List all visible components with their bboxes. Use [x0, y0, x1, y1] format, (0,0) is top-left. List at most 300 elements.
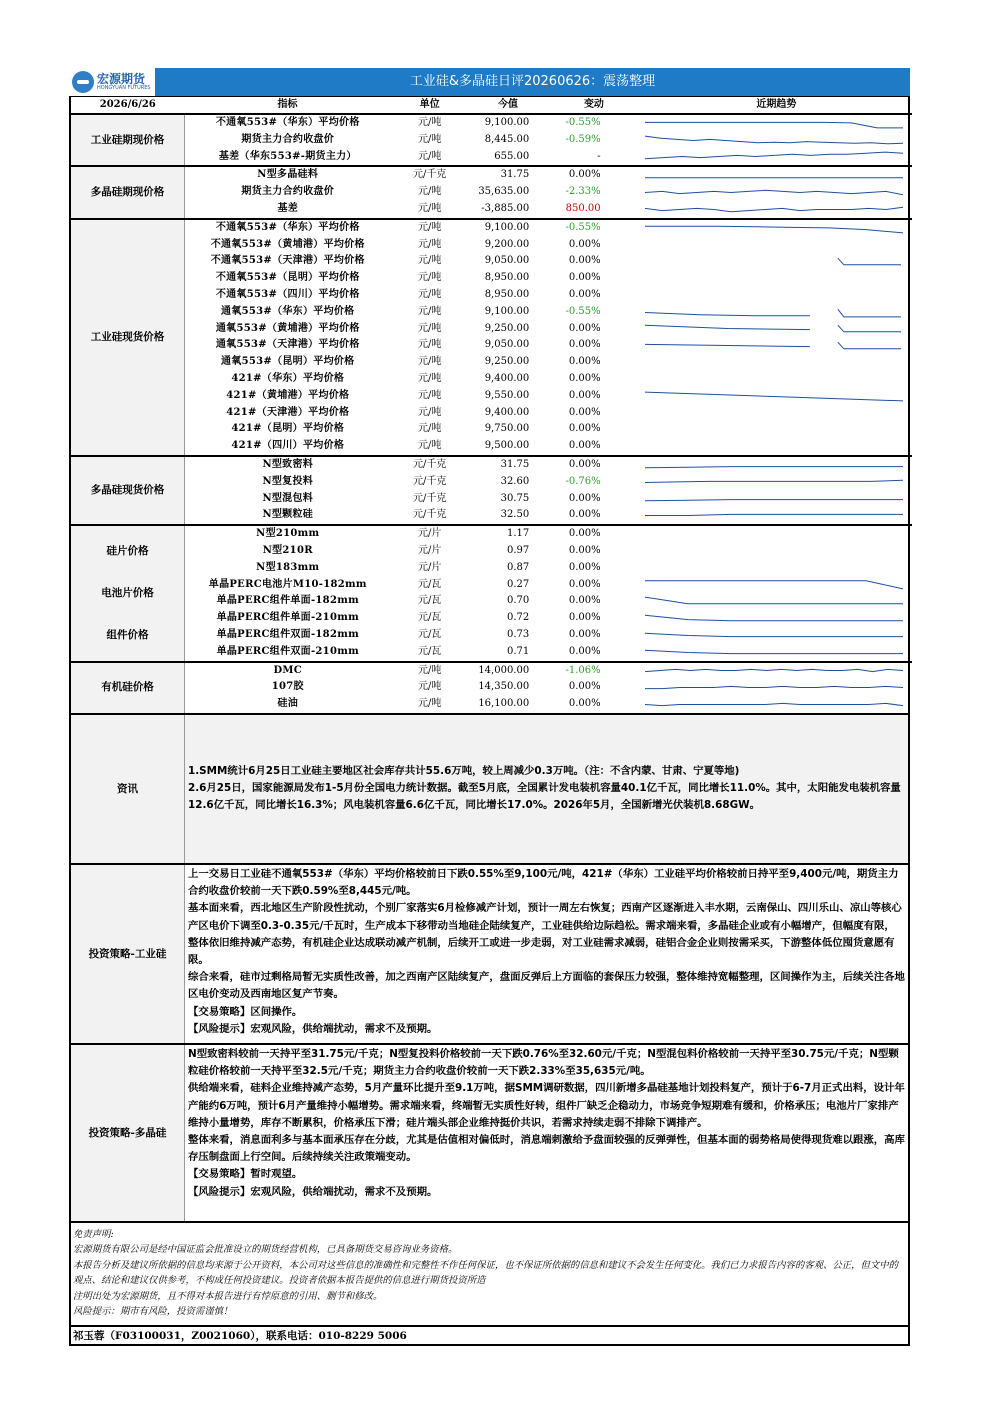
trend-line-tail [837, 258, 900, 265]
trend-cell [641, 438, 912, 456]
unit-cell: 元/片 [417, 561, 442, 573]
table-row [71, 114, 912, 132]
trend-line-tail [837, 342, 900, 349]
trend-sparkline [641, 422, 907, 437]
indicator-cell: N型混包料 [262, 492, 314, 504]
trend-sparkline [641, 508, 907, 523]
unit-cell: 元/吨 [417, 681, 442, 693]
table-row [71, 577, 912, 594]
unit-cell: 元/千克 [412, 509, 447, 521]
unit-cell: 元/吨 [391, 662, 469, 680]
table-row [71, 679, 912, 696]
trend-line [645, 650, 903, 653]
trend-cell [641, 593, 912, 610]
logo-subtitle: HONGYUAN FUTURES [97, 85, 151, 91]
trend-sparkline [641, 355, 907, 370]
value-cell: 9,050.00 [484, 339, 530, 351]
strategy-paragraph: N型致密料较前一天持平至31.75元/千克；N型复投料价格较前一天下跌0.76%至32.60元/千克；N型混包料价格较前一天持平至30.75元/千克；N型颗粒硅价格较前一天持平至32.5元/千克；期货主力合约收盘价较前一天下跌2.33%至35,635元/吨。 [188, 1047, 899, 1078]
unit-cell: 元/吨 [417, 423, 442, 435]
section-label: 工业硅期现价格 [71, 114, 185, 166]
trend-sparkline [641, 491, 907, 506]
value-cell: 9,500.00 [484, 440, 530, 452]
unit-cell: 元/吨 [417, 356, 442, 368]
indicator-cell: DMC [185, 662, 391, 680]
unit-cell: 元/瓦 [417, 628, 442, 640]
table-row [71, 543, 912, 560]
value-cell: 9,250.00 [484, 356, 530, 368]
unit-cell: 元/瓦 [417, 578, 442, 590]
table-row [71, 610, 912, 627]
trend-line [645, 392, 903, 401]
indicator-cell: 期货主力合约收盘价 [241, 186, 335, 198]
change-cell: -0.55% [547, 114, 640, 132]
unit-cell: 元/吨 [417, 202, 442, 214]
trend-line-tail [837, 326, 900, 333]
section-label: 多晶硅期现价格 [71, 166, 185, 218]
value-cell: 9,250.00 [484, 322, 530, 334]
trend-sparkline [641, 611, 907, 626]
disclaimer [69, 1223, 910, 1327]
table-row [71, 237, 912, 254]
trend-cell [641, 456, 912, 474]
trend-cell [641, 270, 912, 287]
indicator-cell: 通氧553#（黄埔港）平均价格 [215, 322, 360, 334]
trend-sparkline [641, 561, 907, 576]
value-cell: 31.75 [469, 166, 547, 184]
indicator-cell: 基差 [277, 202, 299, 214]
value-cell: 9,200.00 [484, 238, 530, 250]
table-row [71, 405, 912, 422]
trend-sparkline [641, 663, 907, 678]
change-cell: -0.55% [565, 305, 601, 317]
table-row [71, 662, 912, 680]
indicator-cell: N型复投料 [262, 475, 314, 487]
value-cell: 9,050.00 [484, 255, 530, 267]
trend-line [645, 345, 810, 347]
strategy-si-section [69, 865, 910, 1045]
section-label [71, 525, 185, 661]
trend-sparkline [641, 645, 907, 660]
table-row [71, 593, 912, 610]
strategy-poly-label: 投资策略-多晶硅 [71, 1045, 185, 1221]
trend-sparkline [641, 389, 907, 404]
value-cell: 8,445.00 [484, 133, 530, 145]
indicator-cell: 421#（黄埔港）平均价格 [226, 389, 350, 401]
unit-cell: 元/吨 [417, 133, 442, 145]
table-row [71, 166, 912, 184]
change-cell: 0.00% [568, 645, 601, 657]
indicator-cell: 不通氧553#（黄埔港）平均价格 [210, 238, 365, 250]
trend-sparkline [641, 168, 907, 183]
news-item: 2.6月25日，国家能源局发布1-5月份全国电力统计数据。截至5月底，全国累计发电装机容量40.1亿千瓦，同比增长11.0%。其中，太阳能发电装机容量12.6亿千瓦，同比增长16.3%；风电装机容量6.6亿千瓦，同比增长17.0%。2026年5月，全国新增光伏装机8.68GW。 [188, 782, 901, 812]
trend-sparkline [641, 321, 907, 336]
indicator-cell: 基差（华东553#-期货主力） [218, 150, 357, 162]
table-row [71, 525, 912, 543]
value-cell: 8,950.00 [484, 288, 530, 300]
header-indicator: 指标 [277, 99, 298, 110]
value-cell: 9,100.00 [469, 219, 547, 237]
value-cell: 0.73 [506, 628, 530, 640]
trend-line [645, 207, 903, 211]
news-item: 1.SMM统计6月25日工业硅主要地区社会库存共计55.6万吨，较上周减少0.3万吨。（注：不含内蒙、甘肃、宁夏等地) [188, 765, 740, 778]
table-row [71, 627, 912, 644]
table-row [71, 219, 912, 237]
price-table [69, 96, 910, 715]
table-row [71, 507, 912, 525]
header-value: 今值 [498, 99, 519, 110]
trend-cell [641, 166, 912, 184]
value-cell: 9,100.00 [484, 305, 530, 317]
indicator-cell: N型183mm [256, 561, 320, 573]
indicator-cell: N型致密料 [185, 456, 391, 474]
trend-sparkline [641, 288, 907, 303]
unit-cell: 元/吨 [417, 698, 442, 710]
section-sublabel: 组件价格 [106, 629, 149, 642]
header-trend: 近期趋势 [756, 99, 797, 110]
news-section [69, 715, 910, 865]
change-cell: 0.00% [547, 525, 640, 543]
trend-line [645, 515, 903, 516]
trend-sparkline [641, 439, 907, 454]
table-row [71, 421, 912, 438]
change-cell: 0.00% [568, 322, 601, 334]
trend-cell [641, 543, 912, 560]
news-label: 资讯 [71, 715, 185, 863]
trend-sparkline [641, 221, 907, 236]
unit-cell: 元/吨 [417, 372, 442, 384]
disclaimer-line: 风险提示：期市有风险，投资需谨慎！ [73, 1306, 233, 1318]
indicator-cell: 单晶PERC组件单面-182mm [216, 595, 359, 607]
indicator-cell: 421#（天津港）平均价格 [226, 406, 350, 418]
indicator-cell: 通氧553#（天津港）平均价格 [215, 339, 360, 351]
trend-sparkline [641, 628, 907, 643]
trend-line [645, 466, 903, 467]
trend-sparkline [641, 185, 907, 200]
strategy-paragraph: 【交易策略】区间操作。 [188, 1005, 303, 1018]
change-cell: 0.00% [568, 356, 601, 368]
change-cell: 0.00% [568, 561, 601, 573]
indicator-cell: 不通氧553#（华东）平均价格 [185, 219, 391, 237]
unit-cell: 元/瓦 [417, 645, 442, 657]
value-cell: 9,100.00 [469, 114, 547, 132]
unit-cell: 元/千克 [391, 166, 469, 184]
indicator-cell: 不通氧553#（华东）平均价格 [185, 114, 391, 132]
indicator-cell: 通氧553#（昆明）平均价格 [221, 356, 355, 368]
indicator-cell: 单晶PERC组件单面-210mm [216, 612, 359, 624]
change-cell: 0.00% [568, 288, 601, 300]
change-cell: -2.33% [565, 186, 601, 198]
change-cell: 0.00% [568, 492, 601, 504]
indicator-cell: 421#（华东）平均价格 [231, 372, 345, 384]
table-row [71, 354, 912, 371]
trend-sparkline [641, 202, 907, 217]
table-row [71, 184, 912, 201]
table-header-row [71, 97, 912, 114]
trend-cell [641, 644, 912, 662]
trend-cell [641, 507, 912, 525]
trend-sparkline [641, 697, 907, 712]
trend-cell [641, 560, 912, 577]
trend-line-tail [837, 309, 900, 317]
change-cell: 0.00% [568, 578, 601, 590]
trend-sparkline [641, 680, 907, 695]
change-cell: 0.00% [568, 509, 601, 521]
table-row [71, 371, 912, 388]
trend-line [645, 190, 903, 194]
indicator-cell: 421#（四川）平均价格 [231, 440, 345, 452]
indicator-cell: N型210mm [185, 525, 391, 543]
section-sublabel: 电池片价格 [101, 586, 154, 599]
value-cell: 0.97 [506, 544, 530, 556]
disclaimer-line: 宏源期货有限公司是经中国证监会批准设立的期货经营机构，已具备期货交易咨询业务资格。 [73, 1244, 458, 1256]
strategy-paragraph: 【风险提示】宏观风险，供给端扰动，需求不及预期。 [188, 1022, 438, 1035]
trend-line [645, 703, 903, 705]
value-cell: 9,750.00 [484, 423, 530, 435]
strategy-paragraph: 整体来看，消息面利多与基本面承压存在分歧，尤其是估值相对偏低时，消息端刺激给予盘面较强的反弹弹性，但基本面的弱势格局使得现货难以跟涨，高库存压制盘面上行空间。后续持续关注政策端变动。 [188, 1133, 905, 1164]
table-row [71, 560, 912, 577]
trend-sparkline [641, 254, 907, 269]
unit-cell: 元/吨 [391, 114, 469, 132]
trend-cell [641, 321, 912, 338]
table-row [71, 321, 912, 338]
strategy-paragraph: 综合来看，硅市过剩格局暂无实质性改善，加之西南产区陆续复产，盘面反弹后上方面临的套保压力较强，整体维持宽幅整理，区间操作为主，后续关注各地区电价变动及西南地区复产节奏。 [188, 971, 905, 1001]
trend-line [645, 500, 903, 501]
company-logo [69, 68, 155, 96]
header-change: 变动 [583, 99, 604, 110]
indicator-cell: 期货主力合约收盘价 [241, 133, 335, 145]
trend-cell [641, 114, 912, 132]
report-date: 2026/6/26 [99, 99, 156, 110]
trend-cell [641, 491, 912, 508]
trend-cell [641, 304, 912, 321]
value-cell: 8,950.00 [484, 272, 530, 284]
trend-line [645, 326, 810, 330]
trend-line [645, 136, 903, 144]
trend-cell [641, 696, 912, 713]
unit-cell: 元/片 [391, 525, 469, 543]
indicator-cell: 421#（昆明）平均价格 [231, 423, 345, 435]
trend-sparkline [641, 458, 907, 473]
unit-cell: 元/吨 [417, 288, 442, 300]
analyst-contact: 祁玉蓉（F03100031，Z0021060），联系电话：010-8229 5006 [69, 1327, 910, 1346]
report-header [69, 68, 910, 96]
trend-sparkline [641, 237, 907, 252]
table-row [71, 287, 912, 304]
indicator-cell: N型多晶硅料 [185, 166, 391, 184]
strategy-paragraph: 【交易策略】暂时观望。 [188, 1168, 303, 1181]
change-cell: -1.06% [547, 662, 640, 680]
section-label: 多晶硅现货价格 [71, 456, 185, 525]
indicator-cell: 硅油 [277, 698, 299, 710]
change-cell: 0.00% [568, 255, 601, 267]
trend-sparkline [641, 372, 907, 387]
trend-line [645, 581, 903, 589]
trend-cell [641, 405, 912, 422]
unit-cell: 元/吨 [417, 272, 442, 284]
trend-cell [641, 184, 912, 201]
indicator-cell: 不通氧553#（四川）平均价格 [215, 288, 360, 300]
unit-cell: 元/吨 [417, 389, 442, 401]
strategy-si-label: 投资策略-工业硅 [71, 865, 185, 1043]
strategy-poly-section [69, 1045, 910, 1223]
table-row [71, 474, 912, 491]
unit-cell: 元/吨 [417, 150, 442, 162]
indicator-cell: N型颗粒硅 [262, 509, 314, 521]
indicator-cell: N型210R [262, 544, 313, 556]
trend-sparkline [641, 271, 907, 286]
unit-cell: 元/瓦 [417, 612, 442, 624]
table-row [71, 304, 912, 321]
change-cell: 850.00 [565, 202, 601, 214]
trend-line [645, 615, 903, 621]
strategy-si-content [185, 865, 908, 1043]
indicator-cell: 单晶PERC组件双面-182mm [216, 628, 359, 640]
unit-cell: 元/千克 [412, 475, 447, 487]
change-cell: 0.00% [547, 456, 640, 474]
indicator-cell: 单晶PERC电池片M10-182mm [208, 578, 367, 590]
table-row [71, 696, 912, 713]
table-row [71, 132, 912, 149]
value-cell: 1.17 [469, 525, 547, 543]
trend-sparkline [641, 116, 907, 131]
unit-cell: 元/吨 [391, 219, 469, 237]
trend-sparkline [641, 149, 907, 164]
strategy-poly-content [185, 1045, 908, 1221]
change-cell: 0.00% [568, 698, 601, 710]
trend-sparkline [641, 305, 907, 320]
unit-cell: 元/千克 [412, 492, 447, 504]
table-row [71, 149, 912, 167]
trend-cell [641, 371, 912, 388]
news-content [185, 715, 908, 863]
value-cell: 32.50 [500, 509, 530, 521]
change-cell: -0.59% [565, 133, 601, 145]
header-unit: 单位 [419, 99, 440, 110]
trend-line [645, 480, 903, 482]
logo-name: 宏源期货 [97, 72, 146, 86]
value-cell: 9,400.00 [484, 406, 530, 418]
table-row [71, 201, 912, 219]
trend-cell [641, 662, 912, 680]
value-cell: 16,100.00 [478, 698, 530, 710]
change-cell: 0.00% [568, 389, 601, 401]
strategy-paragraph: 上一交易日工业硅不通氧553#（华东）平均价格较前日下跌0.55%至9,100元/吨，421#（华东）工业硅平均价格较前日持平至9,400元/吨，期货主力合约收盘价较前一天下跌0.59%至8,445元/吨。 [188, 867, 899, 898]
trend-cell [641, 525, 912, 543]
change-cell: -0.76% [565, 475, 601, 487]
section-label: 有机硅价格 [71, 662, 185, 713]
value-cell: 32.60 [500, 475, 530, 487]
change-cell: 0.00% [568, 339, 601, 351]
change-cell: 0.00% [547, 166, 640, 184]
strategy-paragraph: 【风险提示】宏观风险，供给端扰动，需求不及预期。 [188, 1185, 438, 1198]
value-cell: 30.75 [500, 492, 530, 504]
trend-cell [641, 627, 912, 644]
trend-sparkline [641, 405, 907, 420]
change-cell: 0.00% [568, 595, 601, 607]
indicator-cell: 单晶PERC组件双面-210mm [216, 645, 359, 657]
trend-cell [641, 679, 912, 696]
trend-cell [641, 388, 912, 405]
trend-sparkline [641, 577, 907, 592]
trend-cell [641, 337, 912, 354]
indicator-cell: 107胶 [271, 681, 304, 693]
table-row [71, 491, 912, 508]
trend-cell [641, 253, 912, 270]
unit-cell: 元/瓦 [417, 595, 442, 607]
trend-sparkline [641, 594, 907, 609]
change-cell: -0.55% [547, 219, 640, 237]
unit-cell: 元/千克 [391, 456, 469, 474]
trend-cell [641, 132, 912, 149]
trend-cell [641, 474, 912, 491]
unit-cell: 元/吨 [417, 238, 442, 250]
change-cell: 0.00% [568, 440, 601, 452]
indicator-cell: 不通氧553#（天津港）平均价格 [210, 255, 365, 267]
change-cell: 0.00% [568, 681, 601, 693]
value-cell: 0.87 [506, 561, 530, 573]
unit-cell: 元/吨 [417, 339, 442, 351]
unit-cell: 元/片 [417, 544, 442, 556]
logo-icon [72, 71, 94, 93]
unit-cell: 元/吨 [417, 186, 442, 198]
trend-cell [641, 354, 912, 371]
section-sublabel: 硅片价格 [106, 545, 149, 558]
section-label: 工业硅现货价格 [71, 219, 185, 456]
value-cell: -3,885.00 [481, 202, 530, 214]
value-cell: 0.72 [506, 612, 530, 624]
value-cell: 655.00 [494, 150, 530, 162]
change-cell: 0.00% [568, 272, 601, 284]
value-cell: 14,350.00 [478, 681, 530, 693]
unit-cell: 元/吨 [417, 440, 442, 452]
table-row [71, 253, 912, 270]
trend-cell [641, 201, 912, 219]
trend-cell [641, 577, 912, 594]
table-row [71, 388, 912, 405]
trend-cell [641, 237, 912, 254]
change-cell: 0.00% [568, 406, 601, 418]
change-cell: 0.00% [568, 372, 601, 384]
trend-cell [641, 421, 912, 438]
trend-line [645, 226, 903, 233]
table-row [71, 456, 912, 474]
strategy-paragraph: 供给端来看，硅料企业维持减产态势，5月产量环比提升至9.1万吨，据SMM调研数据，四川新增多晶硅基地计划投料复产，预计于6-7月正式出料，设计年产能约6万吨，预计6月产量维持小幅增势。需求端来看，终端暂无实质性好转，组件厂缺乏企稳动力，市场竞争短期难有缓和，价格承压；电池片厂家排产维持小量增势，库存不断累积，价格承压下滑；硅片端头部企业维持挺价共识，若需求持续走弱不排除下调排产。 [188, 1082, 905, 1129]
value-cell: 9,400.00 [484, 372, 530, 384]
value-cell: 0.70 [506, 595, 530, 607]
change-cell: 0.00% [568, 423, 601, 435]
unit-cell: 元/吨 [417, 322, 442, 334]
trend-cell [641, 219, 912, 237]
indicator-cell: 通氧553#（华东）平均价格 [221, 305, 355, 317]
disclaimer-line: 注明出处为宏源期货，且不得对本报告进行有悖原意的引用、删节和修改。 [73, 1290, 383, 1302]
value-cell: 14,000.00 [469, 662, 547, 680]
trend-cell [641, 610, 912, 627]
report-title: 工业硅&多晶硅日评20260626：震荡整理 [155, 68, 910, 96]
table-row [71, 270, 912, 287]
trend-line [645, 312, 810, 315]
trend-line [645, 687, 903, 689]
strategy-paragraph: 基本面来看，西北地区生产阶段性扰动，个别厂家落实6月检修减产计划，预计一周左右恢复；西南产区逐渐进入丰水期，云南保山、四川乐山、凉山等核心产区电价下调至0.3-0.35元/千瓦时，生产成本下移带动当地硅企陆续复产，工业硅供给边际趋松。需求端来看，多晶硅企业或有小幅增产，但幅度有限，整体依旧维持减产态势，有机硅企业达成联动减产机制，后续开工或进一步走弱，对工业硅需求减弱，硅铝合金企业则按需采买，下游整体低位囤货意愿有限。 [188, 902, 902, 966]
change-cell: 0.00% [568, 238, 601, 250]
trend-sparkline [641, 133, 907, 148]
trend-sparkline [641, 527, 907, 542]
trend-line [645, 597, 903, 604]
trend-cell [641, 149, 912, 167]
table-row [71, 438, 912, 456]
value-cell: 31.75 [469, 456, 547, 474]
trend-line [645, 633, 903, 636]
value-cell: 0.27 [506, 578, 530, 590]
